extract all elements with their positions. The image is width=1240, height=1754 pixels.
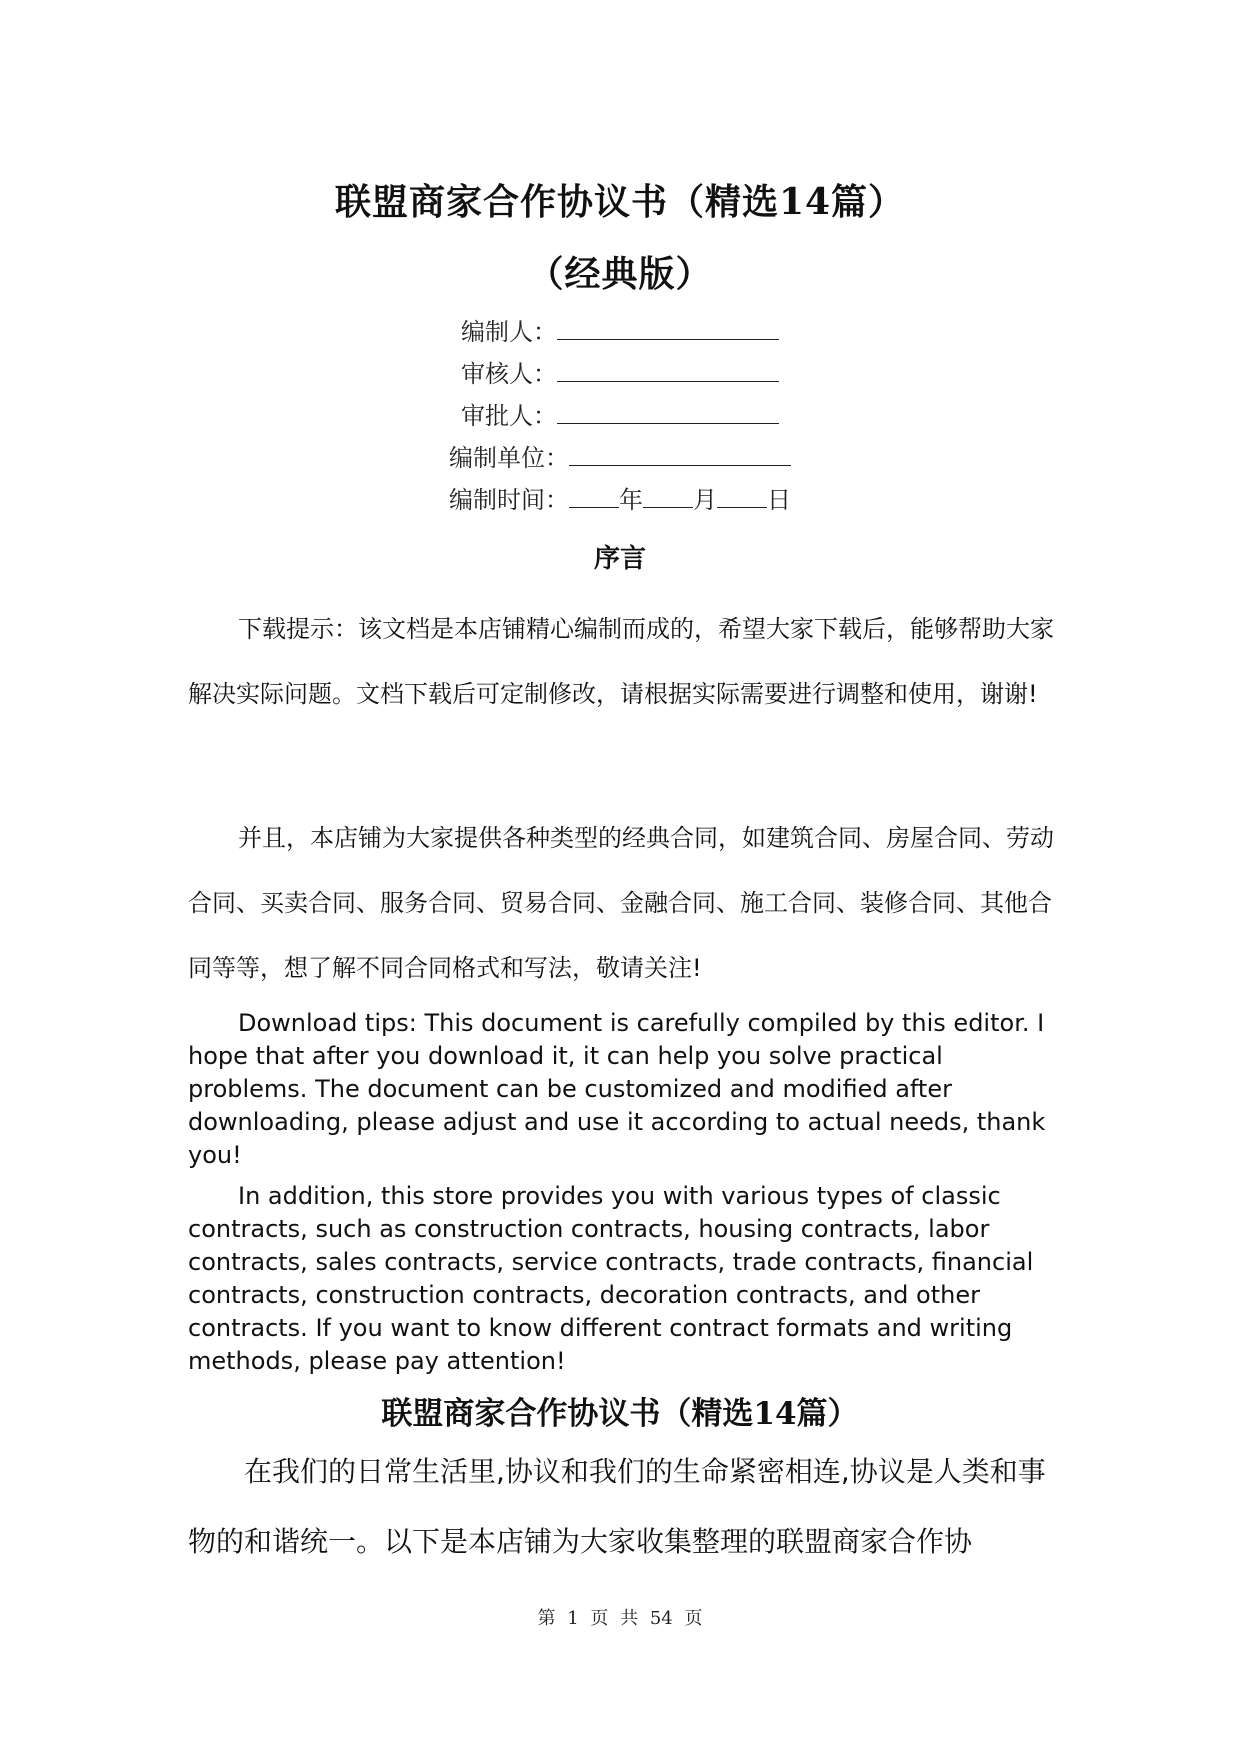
body-title: 联盟商家合作协议书（精选14篇） [381, 1396, 859, 1432]
approver-label: 审批人： [461, 402, 557, 430]
editor-label: 编制人： [461, 318, 557, 346]
time-line [0, 480, 1240, 515]
body-intro-text: 在我们的日常生活里,协议和我们的生命紧密相连,协议是人类和事物的和谐统一。以下是本店铺为大家收集整理的联盟商家合作协 [188, 1455, 1046, 1558]
preface-en-paragraph-2 [188, 1180, 1068, 1378]
document-title: 联盟商家合作协议书（精选14篇） [334, 181, 906, 223]
preface-cn-paragraph-2 [188, 806, 1068, 1001]
preface-en-paragraph-1 [188, 1007, 1068, 1172]
reviewer-label: 审核人： [461, 360, 557, 388]
document-subtitle: （经典版） [527, 253, 713, 295]
preface-en-text-2: In addition, this store provides you with various types of classic contracts, such as construction contracts, housing contracts, labor contracts, sales contracts, service contracts, trade contracts, financial contracts, construction contracts, decoration contracts, and other contracts. If you want to know different contract formats and writing methods, please pay attention! [188, 1182, 1034, 1375]
preface-heading: 序言 [593, 544, 646, 574]
editor-line [0, 312, 1240, 347]
approver-blank [557, 399, 779, 424]
day-blank [717, 483, 767, 508]
unit-blank [569, 441, 791, 466]
month-blank [643, 483, 693, 508]
preface-en-text-1: Download tips: This document is carefully compiled by this editor. I hope that after you download it, it can help you solve practical problems. The document can be customized and modified after downloading, please adjust and use it according to actual needs, thank you! [188, 1009, 1046, 1169]
preface-cn-text-1: 下载提示：该文档是本店铺精心编制而成的，希望大家下载后，能够帮助大家解决实际问题。文档下载后可定制修改，请根据实际需要进行调整和使用，谢谢! [188, 615, 1054, 708]
body-intro-paragraph [188, 1437, 1068, 1577]
time-label: 编制时间： [449, 486, 569, 514]
year-blank [569, 483, 619, 508]
editor-blank [557, 315, 779, 340]
year-label: 年 [619, 486, 643, 514]
unit-line [0, 438, 1240, 473]
approver-line [0, 396, 1240, 431]
month-label: 月 [693, 486, 717, 514]
reviewer-line [0, 354, 1240, 389]
day-label: 日 [767, 486, 791, 514]
page-footer: 第 1 页 共 54 页 [537, 1608, 703, 1629]
unit-label: 编制单位： [449, 444, 569, 472]
preface-cn-text-2: 并且，本店铺为大家提供各种类型的经典合同，如建筑合同、房屋合同、劳动合同、买卖合同、服务合同、贸易合同、金融合同、施工合同、装修合同、其他合同等等，想了解不同合同格式和写法，敬请关注! [188, 824, 1054, 982]
preface-cn-paragraph-1 [188, 597, 1068, 727]
reviewer-blank [557, 357, 779, 382]
